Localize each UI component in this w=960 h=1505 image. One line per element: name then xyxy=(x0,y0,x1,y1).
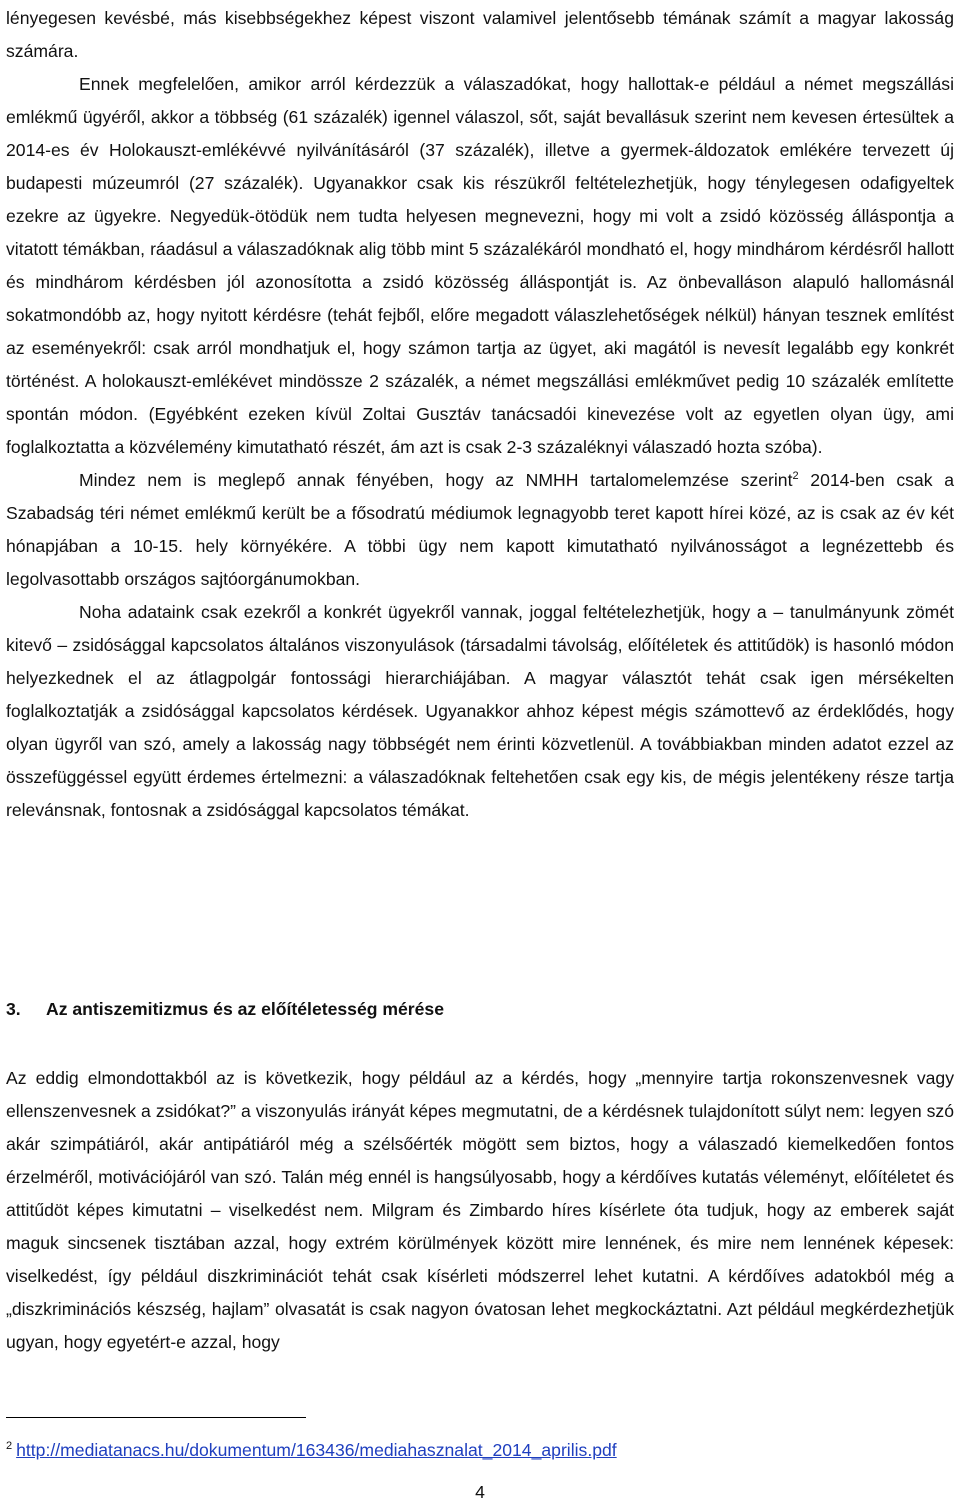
paragraph-awareness: Ennek megfelelően, amikor arról kérdezzük a válaszadókat, hogy hallottak-e például a német megszállási emlékmű ügyéről, akkor a többség (61 százalék) igennel válaszol, sőt, saját bevallásuk szerint nem kevesen értesültek a 2014-es év Holokauszt-emlékévvé nyilvánításáról (37 százalék), illetve a gyermek-áldozatok emlékére tervezett új budapesti múzeumról (27 százalék). Ugyanakkor csak kis részükről feltételezhetjük, hogy ténylegesen odafigyeltek ezekre az ügyekre. Negyedük-ötödük nem tudta helyesen megnevezni, hogy mi volt a zsidó közösség álláspontja a vitatott témákban, ráadásul a válaszadóknak alig több mint 5 százalékáról mondható el, hogy mindhárom kérdésről hallott és mindhárom kérdésben jól azonosította a zsidó közösség álláspontját is. Az önbevalláson alapuló hallomásnál sokatmondóbb az, hogy nyitott kérdésre (tehát fejből, előre megadott válaszlehetőségek nélkül) hányan tesznek említést az eseményekről: csak arról mondhatjuk el, hogy számon tartja az ügyet, aki magától is nevesít legalább egy konkrét történést. A holokauszt-emlékévet mindössze 2 százalék, a német megszállási emlékművet pedig 10 százalék említette spontán módon. (Egyébként ezeken kívül Zoltai Gusztáv tanácsadói kinevezése volt az egyetlen olyan ügy, ami foglalkoztatta a közvélemény kimutatható részét, ám azt is csak 2-3 százaléknyi válaszadó hozta szóba). xyxy=(6,74,954,457)
footnote-divider xyxy=(6,1417,306,1418)
page-number: 4 xyxy=(475,1482,485,1502)
section-heading xyxy=(6,994,954,1024)
body-text-block-1 xyxy=(6,2,954,827)
body-text-block-2 xyxy=(6,1062,954,1359)
footnote-link[interactable]: http://mediatanacs.hu/dokumentum/163436/mediahasznalat_2014_aprilis.pdf xyxy=(16,1440,617,1460)
section-title: Az antiszemitizmus és az előítéletesség mérése xyxy=(46,999,444,1019)
footnote-mark: 2 xyxy=(6,1440,13,1453)
paragraph-nmhh-text-b: 2014-ben csak a Szabadság téri német emlékmű került be a fősodratú médiumok legnagyobb teret kapott hírei közé, az is csak az év két hónapjában a 10-15. hely környékére. A többi ügy nem kapott kimutatható nyilvánosságot a legnézettebb és legolvasottabb országos sajtóorgánumokban. xyxy=(6,470,954,589)
section-number: 3. xyxy=(6,999,21,1019)
footnote-reference[interactable]: 2 xyxy=(792,470,799,483)
paragraph-noha: Noha adataink csak ezekről a konkrét ügyekről vannak, joggal feltételezhetjük, hogy a – tanulmányunk zömét kitevő – zsidósággal kapcsolatos általános viszonyulások (társadalmi távolság, előítéletek és attitűdök) is hasonló módon helyezkednek el az átlagpolgár fontossági hierarchiájában. A magyar választót tehát csak igen mérsékelten foglalkoztatják a zsidósággal kapcsolatos kérdések. Ugyanakkor ahhoz képest mégis számottevő az érdeklődés, hogy olyan ügyről van szó, amely a lakosság nagy többségét nem érinti közvetlenül. A továbbiakban minden adatot ezzel az összefüggéssel együtt érdemes értelmezni: a válaszadóknak feltehetően csak egy kis, de mégis jelentékeny része tartja relevánsnak, fontosnak a zsidósággal kapcsolatos témákat. xyxy=(6,602,954,820)
footnote xyxy=(6,1436,954,1464)
paragraph-nmhh-text-a: Mindez nem is meglepő annak fényében, hogy az NMHH tartalomelemzése szerint xyxy=(79,470,793,490)
paragraph-nmhh xyxy=(6,464,954,596)
paragraph-intro: lényegesen kevésbé, más kisebbségekhez képest viszont valamivel jelentősebb témának számít a magyar lakosság számára. xyxy=(6,8,954,61)
paragraph-section-body: Az eddig elmondottakból az is következik, hogy például az a kérdés, hogy „mennyire tartja rokonszenvesnek vagy ellenszenvesnek a zsidókat?” a viszonyulás irányát képes megmutatni, de a kérdésnek tulajdonított súlyt nem: legyen szó akár szimpátiáról, akár antipátiáról még a szélsőérték mögött sem biztos, hogy a válaszadó kiemelkedően fontos érzelméről, motivációjáról van szó. Talán még ennél is hangsúlyosabb, hogy a kérdőíves kutatás véleményt, előítéletet és attitűdöt képes kimutatni – viselkedést nem. Milgram és Zimbardo híres kísérlete óta tudjuk, hogy az emberek saját maguk sincsenek tisztában azzal, hogy extrém körülmények között mire lennének, és mire nem lennének képesek: viselkedést, így például diszkriminációt tehát csak kísérleti módszerrel lehet kutatni. A kérdőíves adatokból még a „diszkriminációs készség, hajlam” olvasatát is csak nagyon óvatosan lehet megkockáztatni. Azt például megkérdezhetjük ugyan, hogy egyetért-e azzal, hogy xyxy=(6,1068,954,1352)
